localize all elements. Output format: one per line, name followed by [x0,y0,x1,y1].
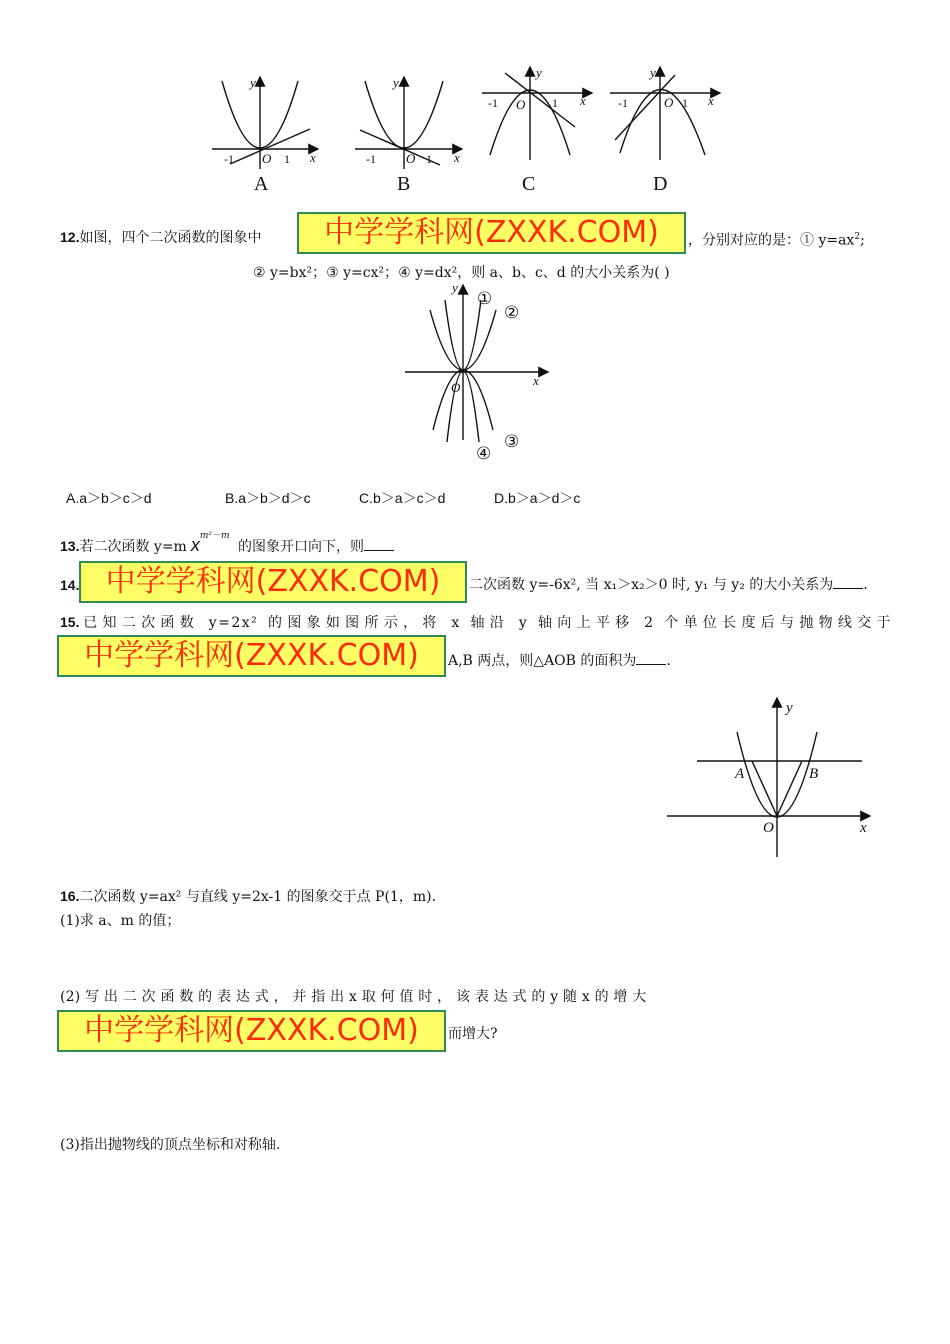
q13-base: x [190,535,200,555]
graph-label-a: A [254,173,269,195]
graph-b-y: y [393,75,399,90]
q12-text-before: 如图，四个二次函数的图象中 [79,230,262,246]
q15-figure [662,692,882,860]
graph-c-y: y [536,65,542,80]
graph-a-x: x [310,150,316,165]
q15-line1 [60,613,892,632]
q15-blank [636,652,666,665]
graph-d-x: x [708,93,714,108]
watermark-banner-3: 中学学科网(ZXXK.COM) [57,635,446,677]
q15-fig-label-b: B [809,766,819,782]
graph-c-tick-pos: 1 [552,96,558,110]
graph-label-d: D [653,173,668,195]
q15-fig-label-a: A [735,766,745,782]
graph-label-c: C [522,173,536,195]
watermark-banner-4: 中学学科网(ZXXK.COM) [57,1010,446,1052]
q16-number: 16. [60,888,80,904]
graph-a-o: O [262,151,272,166]
q14-number: 14. [60,577,80,593]
q14-text: 二次函数 y=-6x², 当 x₁＞x₂＞0 时, y₁ 与 y₂ 的大小关系为 [469,577,834,593]
curve-label-4: ④ [476,444,492,463]
graph-c-tick-neg: -1 [488,96,498,110]
q15-line2-text: A,B 两点，则△AOB 的面积为 [448,653,637,669]
graph-b-o: O [406,151,416,166]
q12-option-a: A.a＞b＞c＞d [66,490,152,506]
watermark-banner-1: 中学学科网(ZXXK.COM) [297,212,686,254]
graph-c [482,67,592,160]
graph-a-tick-neg: -1 [224,152,234,166]
q15-number: 15. [60,614,80,630]
graph-b-tick-neg: -1 [366,152,376,166]
q14-blank [833,576,863,589]
q16-intro-text: 二次函数 y=ax² 与直线 y=2x-1 的图象交于点 P(1，m). [79,889,437,905]
q15-fig-label-o: O [763,820,774,836]
q12-figure [400,280,560,465]
q13-text-before: 若二次函数 y=m [79,539,187,555]
graph-d-o: O [664,95,674,110]
q13-text-after: 的图象开口向下，则 [237,539,364,555]
q12-option-d: D.b＞a＞d＞c [494,490,581,506]
four-graphs-figure [200,65,730,195]
q12-number: 12. [60,229,80,245]
q16-part3: (3)指出抛物线的顶点坐标和对称轴. [60,1137,281,1153]
graph-b-tick-pos: 1 [426,152,432,166]
graph-c-o: O [516,97,526,112]
q12-fig-o: O [451,380,461,395]
q14-number-wrap [60,576,79,595]
graph-d [610,67,720,160]
q13-number: 13. [60,538,80,554]
q15-fig-label-x: x [860,820,867,836]
q15-fig-label-y: y [786,700,793,716]
q12-line2: ② y=bx²；③ y=cx²；④ y=dx²，则 a、b、c、d 的大小关系为( ) [253,265,670,281]
q13-line [60,527,394,556]
graph-a-tick-pos: 1 [284,152,290,166]
graph-a-y: y [250,75,256,90]
curve-label-3: ③ [504,432,520,451]
q13-exponent: m²－m [199,531,230,541]
graph-label-b: B [397,173,411,195]
q12-option-b: B.a＞b＞d＞c [225,490,311,506]
q16-part1: (1)求 a、m 的值； [60,913,181,929]
graph-d-y: y [650,65,656,80]
q15-line2: A,B 两点，则△AOB 的面积为 . [448,653,671,669]
q12-fig-x: x [533,373,539,388]
curve-label-1: ① [477,289,493,308]
q12-fig-y: y [452,280,458,295]
q12-line1-tail: ，分别对应的是：① $y=ax^2$; [688,232,865,249]
q12-text-after: ，分别对应的是：① y=ax [688,232,855,249]
curve-label-2: ② [504,303,520,322]
q13-blank [364,538,394,551]
graph-d-tick-neg: -1 [618,96,628,110]
q16-part2-line2: 而增大? [448,1026,498,1042]
q16-intro [60,887,436,906]
graph-d-tick-pos: 1 [682,96,688,110]
q14-line: 二次函数 y=-6x², 当 x₁＞x₂＞0 时, y₁ 与 y₂ 的大小关系为 . [469,577,868,593]
q12-line1 [60,228,261,247]
graph-b-x: x [454,150,460,165]
q16-part2-line1: (2) 写 出 二 次 函 数 的 表 达 式 ， 并 指 出 x 取 何 值 时 ， 该 表 达 式 的 y 随 x 的 增 大 [60,989,647,1005]
q12-option-c: C.b＞a＞c＞d [359,490,446,506]
graph-c-x: x [580,93,586,108]
q15-line1-text: 已知二次函数 y=2x² 的图象如图所示，将 x 轴沿 y 轴向上平移 2 个单位长度后与抛物线交于 [79,615,892,631]
watermark-banner-2: 中学学科网(ZXXK.COM) [79,561,467,603]
